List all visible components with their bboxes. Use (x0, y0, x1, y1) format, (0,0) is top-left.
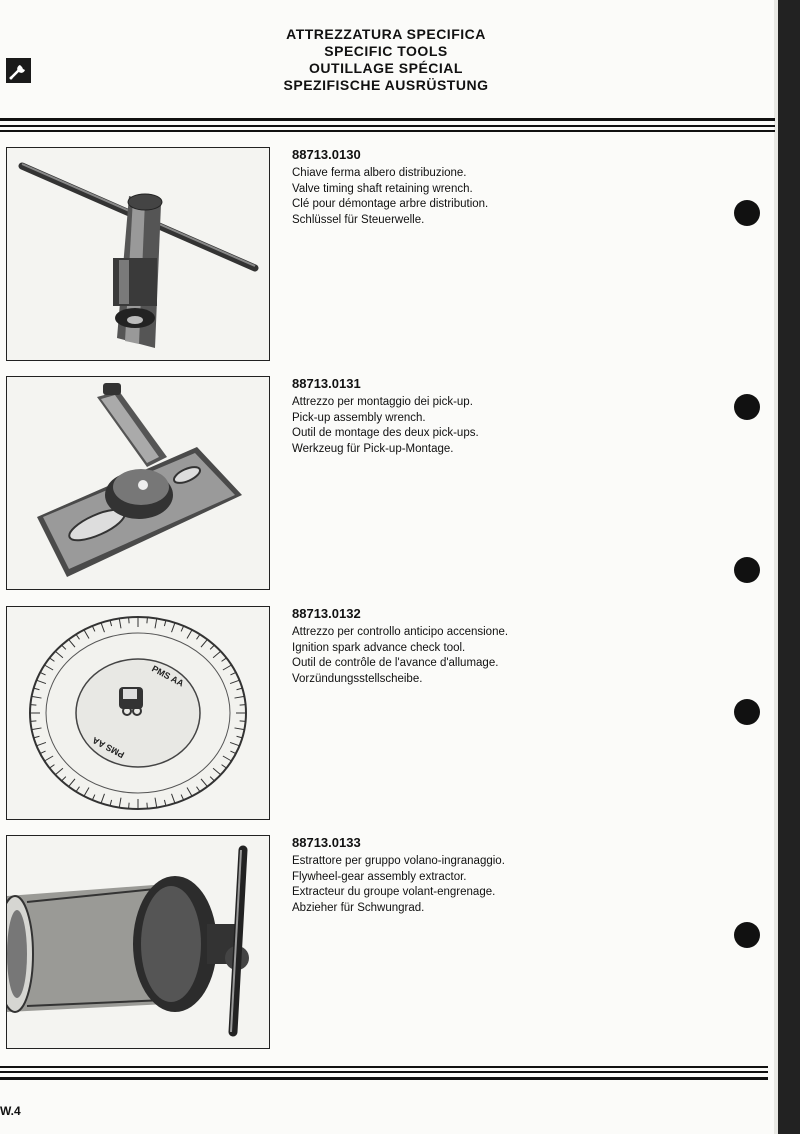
part-number: 88713.0132 (292, 606, 361, 621)
tool-entry-0131 (292, 376, 672, 457)
header-rule-thick (0, 118, 775, 121)
footer-rule-thin (0, 1066, 768, 1068)
description-english: Valve timing shaft retaining wrench. (292, 182, 473, 195)
part-number: 88713.0130 (292, 147, 361, 162)
description-italian: Chiave ferma albero distribuzione. (292, 167, 467, 179)
title-english: SPECIFIC TOOLS (324, 43, 448, 59)
description-english: Pick-up assembly wrench. (292, 411, 426, 424)
degree-tick (129, 803, 130, 809)
page-header (200, 26, 572, 94)
binder-hole (734, 200, 760, 226)
tool-illustration-0130 (6, 147, 270, 361)
part-number: 88713.0133 (292, 835, 361, 850)
page-edge (778, 0, 800, 1134)
header-rule-thin (0, 125, 775, 127)
description-italian: Attrezzo per montaggio dei pick-up. (292, 396, 473, 408)
degree-tick (147, 617, 148, 623)
description-german: Vorzündungsstellscheibe. (292, 672, 423, 685)
tool-illustration-0131 (6, 376, 270, 590)
description-english: Ignition spark advance check tool. (292, 641, 466, 654)
title-french: OUTILLAGE SPÉCIAL (309, 60, 463, 76)
tool-entry-0130 (292, 147, 672, 228)
description-english: Flywheel-gear assembly extractor. (292, 870, 467, 883)
tool-entry-0132 (292, 606, 672, 687)
binder-hole (734, 557, 760, 583)
degree-tick (30, 721, 36, 722)
wrench-icon (6, 58, 31, 83)
binder-hole (734, 699, 760, 725)
description-french: Extracteur du groupe volant-engrenage. (292, 886, 496, 898)
disc-label-bottom: PMS AA (90, 734, 126, 761)
description-french: Outil de montage des deux pick-ups. (292, 427, 479, 439)
description-german: Abzieher für Schwungrad. (292, 901, 425, 914)
footer-rule-thin-2 (0, 1071, 768, 1073)
tool-illustration-0132 (6, 606, 270, 820)
part-number: 88713.0131 (292, 376, 361, 391)
tool-illustration-0133 (6, 835, 270, 1049)
description-italian: Attrezzo per controllo anticipo accensione. (292, 626, 509, 638)
description-french: Clé pour démontage arbre distribution. (292, 198, 489, 210)
title-italian: ATTREZZATURA SPECIFICA (286, 26, 486, 42)
title-german: SPEZIFISCHE AUSRÜSTUNG (283, 77, 489, 93)
tool-entry-0133 (292, 835, 672, 916)
degree-tick (240, 721, 246, 722)
degree-tick (129, 617, 130, 623)
binder-hole (734, 922, 760, 948)
disc-label-top: PMS AA (150, 663, 186, 689)
degree-tick (240, 705, 246, 706)
header-rule-thin-2 (0, 130, 775, 132)
page-number: W.4 (0, 1104, 21, 1118)
description-german: Werkzeug für Pick-up-Montage. (292, 442, 454, 455)
description-french: Outil de contrôle de l'avance d'allumage. (292, 657, 499, 669)
binder-hole (734, 394, 760, 420)
degree-tick (147, 803, 148, 809)
description-italian: Estrattore per gruppo volano-ingranaggio. (292, 855, 505, 867)
description-german: Schlüssel für Steuerwelle. (292, 213, 425, 226)
footer-rule-thick (0, 1077, 768, 1080)
degree-tick (30, 705, 36, 706)
